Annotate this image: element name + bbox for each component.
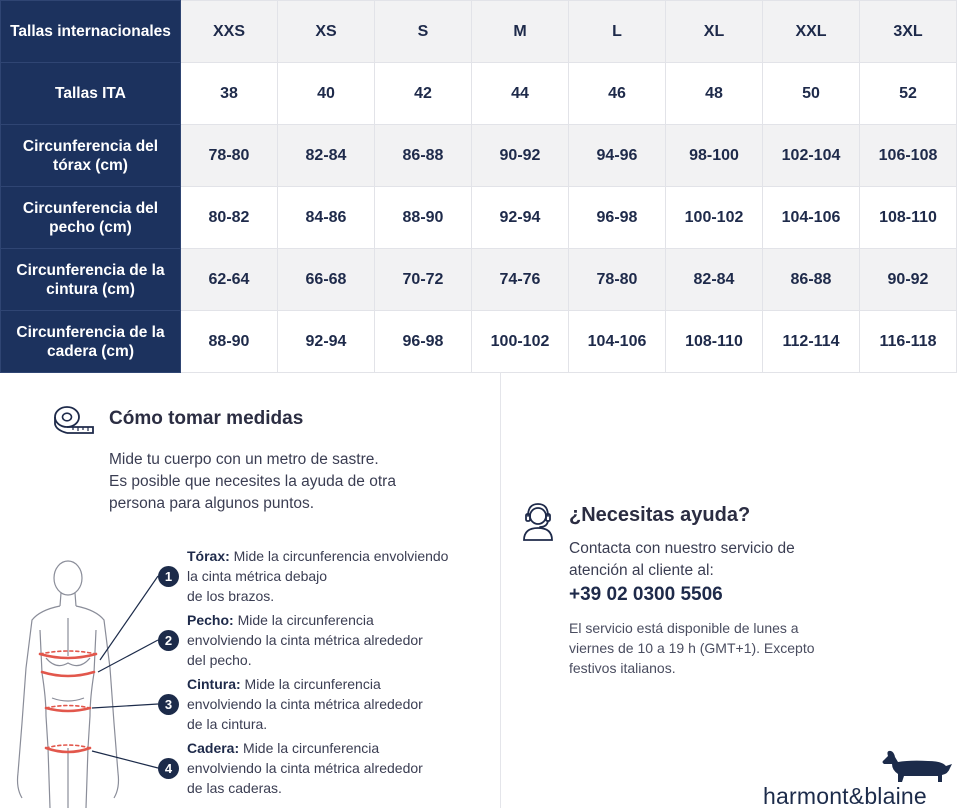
table-cell: 84-86 <box>278 187 375 249</box>
size-col-xl: XL <box>666 1 763 63</box>
measure-title: Cómo tomar medidas <box>109 408 304 429</box>
table-row <box>1 63 957 125</box>
table-cell: 108-110 <box>666 311 763 373</box>
point-text: Mide la circunferencia <box>240 676 381 692</box>
table-cell: 66-68 <box>278 249 375 311</box>
table-cell: 70-72 <box>375 249 472 311</box>
point-badge-2: 2 <box>158 630 179 651</box>
point-text: la cinta métrica debajo <box>187 568 328 584</box>
size-col-s: S <box>375 1 472 63</box>
size-col-3xl: 3XL <box>860 1 957 63</box>
point-label: Tórax: <box>187 548 230 564</box>
help-hours <box>569 618 869 678</box>
table-cell: 86-88 <box>375 125 472 187</box>
help-hours-line: festivos italianos. <box>569 660 676 676</box>
row-label: Circunferencia de la cintura (cm) <box>1 249 181 311</box>
table-cell: 90-92 <box>472 125 569 187</box>
point-text: de la cintura. <box>187 716 268 732</box>
table-cell: 48 <box>666 63 763 125</box>
table-cell: 88-90 <box>181 311 278 373</box>
table-cell: 96-98 <box>375 311 472 373</box>
measure-description-line: Es posible que necesites la ayuda de otra <box>109 473 396 490</box>
table-cell: 62-64 <box>181 249 278 311</box>
help-description-line: Contacta con nuestro servicio de <box>569 540 795 557</box>
table-cell: 98-100 <box>666 125 763 187</box>
help-title: ¿Necesitas ayuda? <box>569 504 751 526</box>
table-cell: 104-106 <box>763 187 860 249</box>
table-header-row <box>1 1 957 63</box>
row-label: Tallas ITA <box>1 63 181 125</box>
point-waist-description <box>187 674 487 734</box>
table-row <box>1 125 957 187</box>
body-figure-illustration <box>10 548 170 808</box>
row-label: Circunferencia de la cadera (cm) <box>1 311 181 373</box>
table-cell: 52 <box>860 63 957 125</box>
measuring-tape-icon <box>53 404 96 434</box>
point-text: de los brazos. <box>187 588 275 604</box>
section-divider <box>500 372 501 808</box>
point-text: envolviendo la cinta métrica alrededor <box>187 760 423 776</box>
size-col-xxs: XXS <box>181 1 278 63</box>
table-cell: 100-102 <box>472 311 569 373</box>
brand-logo-text[interactable]: harmont&blaine <box>763 783 927 808</box>
table-cell: 116-118 <box>860 311 957 373</box>
tape-line-waist <box>46 708 90 711</box>
point-text: envolviendo la cinta métrica alrededor <box>187 696 423 712</box>
table-cell: 78-80 <box>181 125 278 187</box>
table-cell: 90-92 <box>860 249 957 311</box>
measure-description-line: Mide tu cuerpo con un metro de sastre. <box>109 451 379 468</box>
table-cell: 106-108 <box>860 125 957 187</box>
table-cell: 50 <box>763 63 860 125</box>
table-cell: 102-104 <box>763 125 860 187</box>
help-hours-line: viernes de 10 a 19 h (GMT+1). Excepto <box>569 640 815 656</box>
point-badge-4: 4 <box>158 758 179 779</box>
table-cell: 92-94 <box>472 187 569 249</box>
row-label: Circunferencia del tórax (cm) <box>1 125 181 187</box>
table-row <box>1 249 957 311</box>
table-cell: 92-94 <box>278 311 375 373</box>
table-cell: 96-98 <box>569 187 666 249</box>
tape-line-bust <box>42 672 94 676</box>
point-badge-1: 1 <box>158 566 179 587</box>
size-col-m: M <box>472 1 569 63</box>
help-hours-line: El servicio está disponible de lunes a <box>569 620 799 636</box>
table-cell: 94-96 <box>569 125 666 187</box>
table-row <box>1 187 957 249</box>
point-label: Cintura: <box>187 676 241 692</box>
table-cell: 46 <box>569 63 666 125</box>
help-description-line: atención al cliente al: <box>569 562 714 579</box>
table-cell: 108-110 <box>860 187 957 249</box>
table-cell: 74-76 <box>472 249 569 311</box>
point-text: Mide la circunferencia envolviendo <box>229 548 449 564</box>
measure-description-line: persona para algunos puntos. <box>109 495 315 512</box>
size-col-xs: XS <box>278 1 375 63</box>
measure-description <box>109 449 469 515</box>
customer-service-icon <box>521 500 555 542</box>
table-cell: 40 <box>278 63 375 125</box>
help-phone-link[interactable]: +39 02 0300 5506 <box>569 584 723 605</box>
point-text: Mide la circunferencia <box>239 740 380 756</box>
point-bust-description <box>187 610 487 670</box>
point-badge-3: 3 <box>158 694 179 715</box>
point-text: envolviendo la cinta métrica alrededor <box>187 632 423 648</box>
table-cell: 82-84 <box>278 125 375 187</box>
point-text: del pecho. <box>187 652 252 668</box>
table-cell: 42 <box>375 63 472 125</box>
table-cell: 86-88 <box>763 249 860 311</box>
table-row <box>1 311 957 373</box>
row-label: Circunferencia del pecho (cm) <box>1 187 181 249</box>
table-cell: 112-114 <box>763 311 860 373</box>
measure-heading <box>53 404 303 434</box>
table-cell: 38 <box>181 63 278 125</box>
point-text: de las caderas. <box>187 780 282 796</box>
size-col-l: L <box>569 1 666 63</box>
point-hips-description <box>187 738 487 798</box>
table-cell: 80-82 <box>181 187 278 249</box>
size-col-xxl: XXL <box>763 1 860 63</box>
table-cell: 82-84 <box>666 249 763 311</box>
help-description <box>569 538 899 582</box>
point-chest-description <box>187 546 487 606</box>
table-cell: 88-90 <box>375 187 472 249</box>
table-cell: 44 <box>472 63 569 125</box>
header-label: Tallas internacionales <box>1 1 181 63</box>
table-cell: 78-80 <box>569 249 666 311</box>
table-cell: 104-106 <box>569 311 666 373</box>
point-text: Mide la circunferencia <box>233 612 374 628</box>
point-label: Pecho: <box>187 612 234 628</box>
size-chart-table <box>0 0 957 373</box>
dachshund-logo-icon <box>880 748 956 784</box>
point-label: Cadera: <box>187 740 240 756</box>
table-cell: 100-102 <box>666 187 763 249</box>
